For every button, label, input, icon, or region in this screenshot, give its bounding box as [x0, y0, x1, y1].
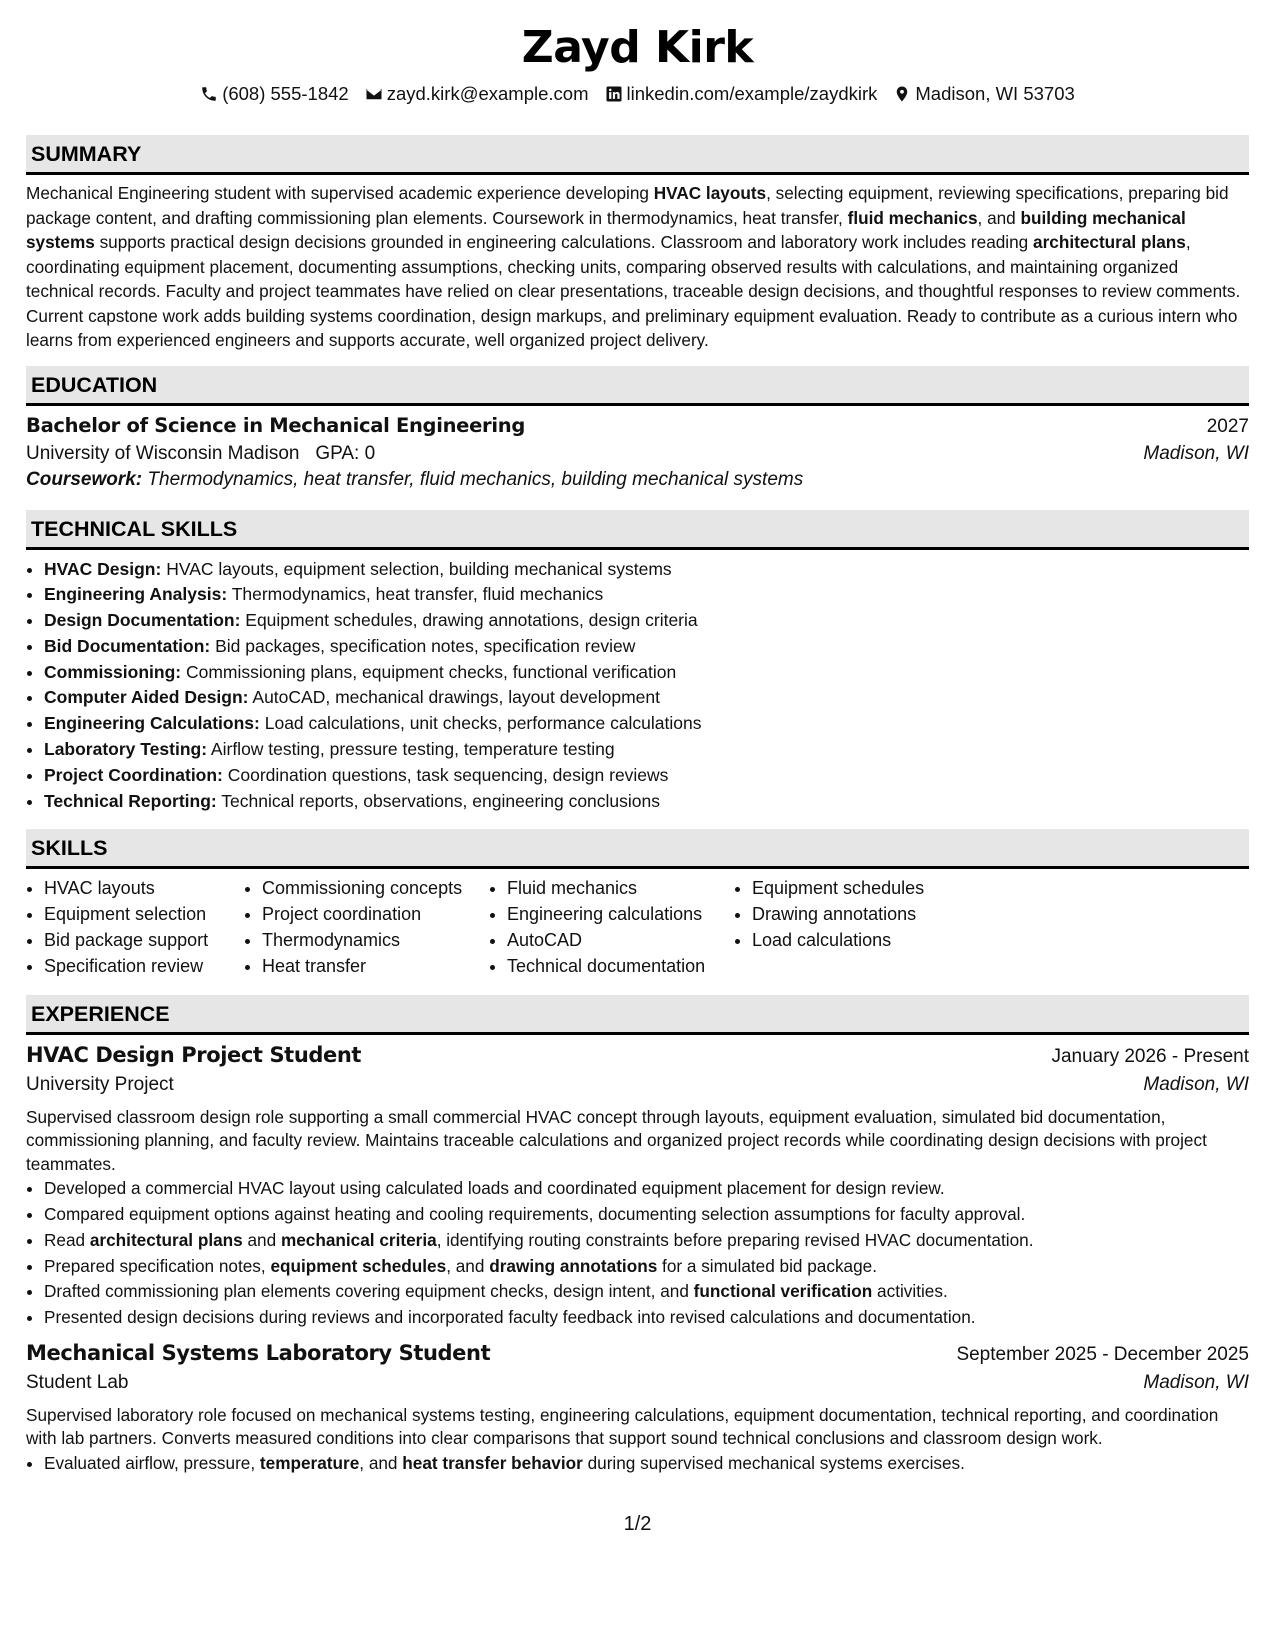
- list-item: • HVAC layouts: [44, 876, 244, 902]
- coursework-list: Thermodynamics, heat transfer, fluid mechanics, building mechanical systems: [142, 468, 804, 490]
- list-item: • Engineering Calculations: Load calculations, unit checks, performance calculations: [44, 711, 1249, 737]
- job-org: Student Lab: [26, 1371, 129, 1393]
- job-description: Supervised laboratory role focused on mechanical systems testing, engineering calculations, equipment documentation, technical reporting, and coordination with lab partners. Converts measured conditions into clear comparisons that support sound technical conclusions and classroom design work.: [26, 1404, 1219, 1449]
- skills-column: [489, 876, 734, 979]
- list-item: • Technical documentation: [507, 954, 734, 980]
- list-item: • Computer Aided Design: AutoCAD, mechanical drawings, layout development: [44, 685, 1249, 711]
- list-item: • Bid Documentation: Bid packages, specification notes, specification review: [44, 634, 1249, 660]
- location-text: Madison, WI 53703: [915, 83, 1075, 104]
- list-item: • Project Coordination: Coordination questions, task sequencing, design reviews: [44, 763, 1249, 789]
- job-org: University Project: [26, 1073, 174, 1095]
- school-name: University of Wisconsin Madison: [26, 442, 300, 464]
- list-item: • HVAC Design: HVAC layouts, equipment selection, building mechanical systems: [44, 557, 1249, 583]
- phone-text: (608) 555-1842: [222, 83, 349, 104]
- degree-title: Bachelor of Science in Mechanical Engineering: [26, 413, 525, 437]
- experience-entry: [26, 1043, 1249, 1331]
- job-location: Madison, WI: [1143, 1371, 1249, 1393]
- skills-column: [26, 876, 244, 979]
- list-item: • Equipment selection: [44, 902, 244, 928]
- list-item: • Presented design decisions during reviews and incorporated faculty feedback into revised calculations and documentation.: [44, 1305, 1249, 1331]
- map-pin-icon: [893, 85, 911, 103]
- skills-grid: [26, 876, 1249, 979]
- section-heading-technical-skills: TECHNICAL SKILLS: [26, 510, 1249, 550]
- list-item: • Laboratory Testing: Airflow testing, pressure testing, temperature testing: [44, 737, 1249, 763]
- phone-icon: [200, 85, 218, 103]
- list-item: • Engineering calculations: [507, 902, 734, 928]
- list-item: • Read architectural plans and mechanical criteria, identifying routing constraints before preparing revised HVAC documentation.: [44, 1228, 1249, 1254]
- list-item: • Compared equipment options against heating and cooling requirements, documenting selection assumptions for faculty approval.: [44, 1202, 1249, 1228]
- section-heading-experience: EXPERIENCE: [26, 995, 1249, 1035]
- skills-column: [244, 876, 489, 979]
- list-item: • Commissioning concepts: [262, 876, 489, 902]
- candidate-name: Zayd Kirk: [521, 22, 754, 73]
- section-heading-education: EDUCATION: [26, 366, 1249, 406]
- list-item: • Evaluated airflow, pressure, temperature, and heat transfer behavior during supervised mechanical systems exercises.: [44, 1451, 1249, 1477]
- linkedin-icon: [605, 85, 623, 103]
- list-item: • Commissioning: Commissioning plans, equipment checks, functional verification: [44, 660, 1249, 686]
- section-heading-skills: SKILLS: [26, 829, 1249, 869]
- list-item: • Fluid mechanics: [507, 876, 734, 902]
- technical-skills-list: [26, 557, 1249, 815]
- summary-text: Mechanical Engineering student with supervised academic experience developing HVAC layouts, selecting equipment, reviewing specifications, preparing bid package content, and drafting commissioning plan elements. Coursework in thermodynamics, heat transfer, fluid mechanics, and building mechanical systems supports practical design decisions grounded in engineering calculations. Classroom and laboratory work includes reading architectural plans, coordinating equipment placement, documenting assumptions, checking units, comparing observed results with calculations, and maintaining organized technical records. Faculty and project teammates have relied on clear presentations, traceable design decisions, and thoughtful responses to review comments. Current capstone work adds building systems coordination, design markups, and preliminary equipment evaluation. Ready to contribute as a curious intern who learns from experienced engineers and supports accurate, well organized project delivery.: [26, 183, 1241, 350]
- education-entry: [26, 414, 1249, 491]
- list-item: • Drafted commissioning plan elements covering equipment checks, design intent, and functional verification activities.: [44, 1279, 1249, 1305]
- list-item: • Specification review: [44, 954, 244, 980]
- list-item: • Engineering Analysis: Thermodynamics, heat transfer, fluid mechanics: [44, 582, 1249, 608]
- page-number: 1/2: [623, 1513, 652, 1535]
- list-item: • Design Documentation: Equipment schedules, drawing annotations, design criteria: [44, 608, 1249, 634]
- email-text: zayd.kirk@example.com: [386, 83, 589, 104]
- list-item: • Heat transfer: [262, 954, 489, 980]
- section-heading-summary: SUMMARY: [26, 135, 1249, 175]
- gpa: GPA: 0: [315, 442, 376, 464]
- school-line: [26, 443, 375, 465]
- experience-entry: [26, 1341, 1249, 1477]
- list-item: • Prepared specification notes, equipment schedules, and drawing annotations for a simulated bid package.: [44, 1254, 1249, 1280]
- job-title: Mechanical Systems Laboratory Student: [26, 1340, 491, 1365]
- contact-email[interactable]: [365, 83, 589, 105]
- list-item: • Thermodynamics: [262, 928, 489, 954]
- coursework-line: [26, 469, 1249, 491]
- job-description: Supervised classroom design role supporting a small commercial HVAC concept through layouts, equipment evaluation, simulated bid documentation, commissioning planning, and faculty review. Maintains traceable calculations and organized project records while coordinating design decisions with project teammates.: [26, 1106, 1207, 1174]
- contact-location: [893, 83, 1074, 105]
- list-item: • Equipment schedules: [752, 876, 982, 902]
- job-dates: September 2025 - December 2025: [956, 1343, 1249, 1365]
- linkedin-text: linkedin.com/example/zaydkirk: [626, 83, 878, 104]
- list-item: • Developed a commercial HVAC layout using calculated loads and coordinated equipment placement for design review.: [44, 1176, 1249, 1202]
- list-item: • AutoCAD: [507, 928, 734, 954]
- list-item: • Project coordination: [262, 902, 489, 928]
- list-item: • Technical Reporting: Technical reports, observations, engineering conclusions: [44, 789, 1249, 815]
- contact-linkedin[interactable]: [605, 83, 878, 105]
- coursework-label: Coursework:: [26, 468, 143, 490]
- skills-column: [734, 876, 982, 979]
- job-title: HVAC Design Project Student: [26, 1042, 362, 1067]
- contact-phone[interactable]: [200, 83, 349, 105]
- job-bullets: [26, 1451, 1249, 1477]
- job-dates: January 2026 - Present: [1051, 1045, 1249, 1067]
- school-location: Madison, WI: [1143, 442, 1249, 464]
- job-location: Madison, WI: [1143, 1073, 1249, 1095]
- graduation-year: 2027: [1206, 415, 1249, 437]
- envelope-icon: [365, 85, 383, 103]
- list-item: • Load calculations: [752, 928, 982, 954]
- list-item: • Bid package support: [44, 928, 244, 954]
- list-item: • Drawing annotations: [752, 902, 982, 928]
- contact-bar: [26, 80, 1249, 108]
- job-bullets: [26, 1176, 1249, 1331]
